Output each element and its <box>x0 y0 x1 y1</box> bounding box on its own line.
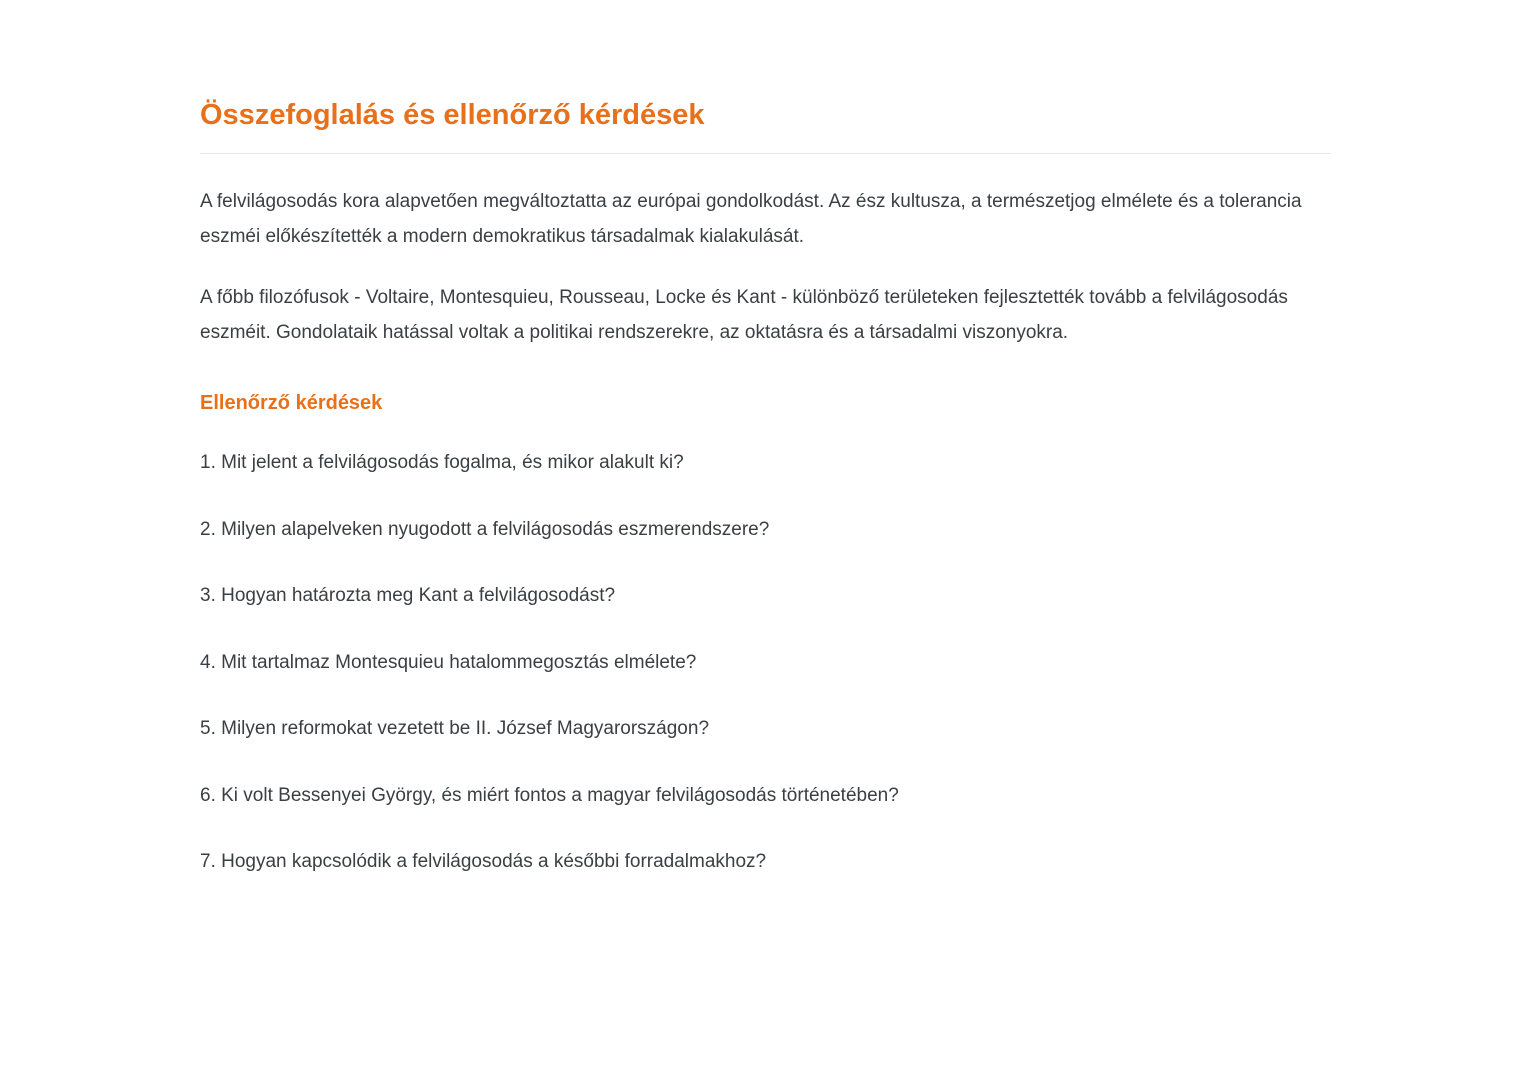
question-item: 5. Milyen reformokat vezetett be II. József Magyarországon? <box>200 718 710 740</box>
page-title: Összefoglalás és ellenőrző kérdések <box>200 98 1330 154</box>
question-item: 2. Milyen alapelveken nyugodott a felvilágosodás eszmerendszere? <box>200 518 770 540</box>
question-item: 4. Mit tartalmaz Montesquieu hatalommegosztás elmélete? <box>200 651 697 673</box>
question-item: 1. Mit jelent a felvilágosodás fogalma, és mikor alakult ki? <box>200 452 684 474</box>
question-item: 7. Hogyan kapcsolódik a felvilágosodás a későbbi forradalmakhoz? <box>200 851 767 873</box>
summary-section <box>200 184 1330 351</box>
question-list <box>200 449 1330 877</box>
summary-paragraph: A felvilágosodás kora alapvetően megváltoztatta az európai gondolkodást. Az ész kultusza, a természetjog elmélete és a tolerancia eszméi előkészítették a modern demokratikus társadalmak kialakulását. <box>200 190 1302 247</box>
summary-paragraph: A főbb filozófusok - Voltaire, Montesquieu, Rousseau, Locke és Kant - különböző területeken fejlesztették tovább a felvilágosodás eszméit. Gondolataik hatással voltak a politikai rendszerekre, az oktatásra és a társadalmi viszonyokra. <box>200 287 1288 344</box>
question-item: 6. Ki volt Bessenyei György, és miért fontos a magyar felvilágosodás történetében? <box>200 784 899 806</box>
question-item: 3. Hogyan határozta meg Kant a felvilágosodást? <box>200 585 616 607</box>
questions-heading: Ellenőrző kérdések <box>200 392 383 415</box>
